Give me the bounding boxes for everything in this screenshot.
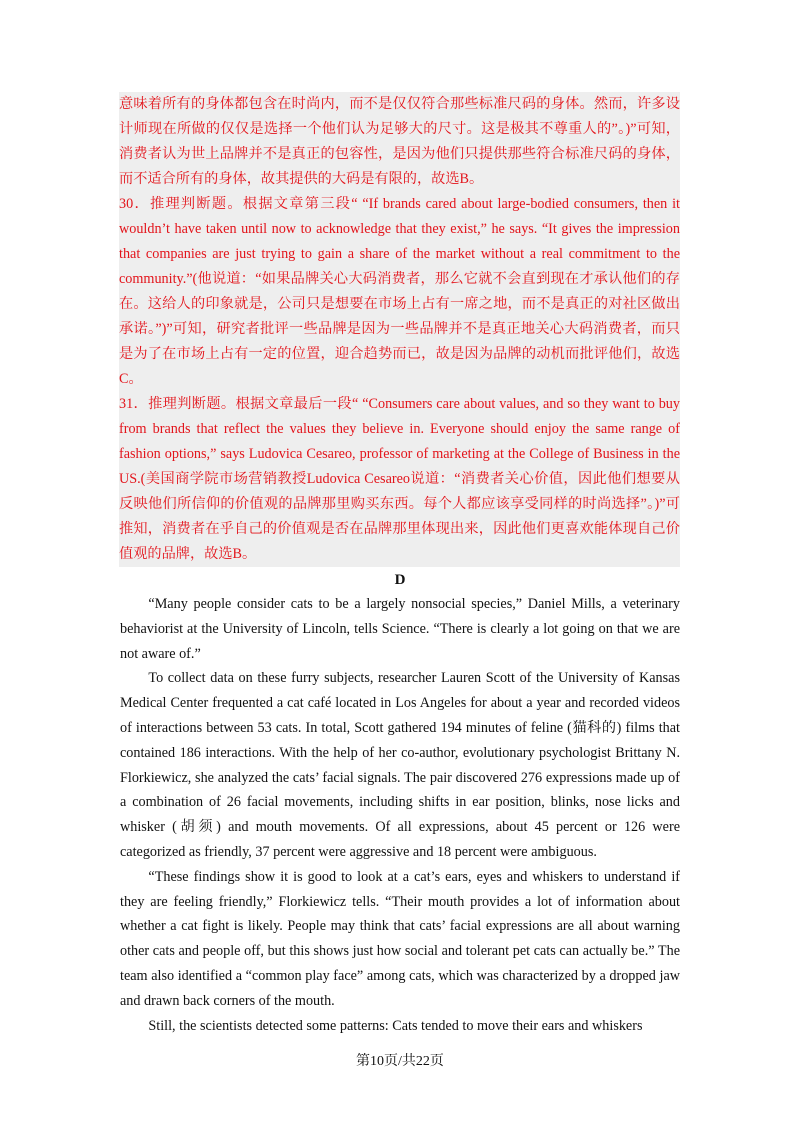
article-body — [120, 592, 680, 1038]
article-paragraph: “Many people consider cats to be a largely nonsocial species,” Daniel Mills, a veterinary behaviorist at the University of Lincoln, tells Science. “There is clearly a lot going on that we are not aware of.” — [120, 596, 680, 662]
page-number: 第10页/共22页 — [356, 1054, 444, 1069]
article-paragraph: Still, the scientists detected some patterns: Cats tended to move their ears and whiskers — [148, 1017, 643, 1034]
answer-paragraph-30: 30．推理判断题。根据文章第三段“ “If brands cared about large-bodied consumers, then it wouldn’t have taken until now to acknowledge that they exist,” he says. “It gives the impression that companies are just trying to gain a share of the market without a real commitment to the community.”(他说道：“如果品牌关心大码消费者，那么它就不会直到现在才承认他们的存在。这给人的印象就是，公司只是想要在市场上占有一席之地，而不是真正的对社区做出承诺。”)”可知，研究者批评一些品牌是因为一些品牌并不是真正地关心大码消费者，而只是为了在市场上占有一定的位置，迎合趋势而已，故是因为品牌的动机而批评他们，故选C。 — [119, 196, 680, 387]
section-title: D — [394, 572, 406, 588]
answer-paragraph-31: 31．推理判断题。根据文章最后一段“ “Consumers care about values, and so they want to buy from brands that reflect the values they believe in. Everyone should enjoy the same range of fashion options,” says Ludovica Cesareo, professor of marketing at the College of Business in the US.(美国商学院市场营销教授Ludovica Cesareo说道：“消费者关心价值，因此他们想要从反映他们所信仰的价值观的品牌那里购买东西。每个人都应该享受同样的时尚选择”。)”可推知，消费者在乎自己的价值观是否在品牌那里体现出来，因此他们更喜欢能体现自己价值观的品牌，故选B。 — [119, 396, 680, 562]
answer-paragraph: 意味着所有的身体都包含在时尚内，而不是仅仅符合那些标准尺码的身体。然而，许多设计师现在所做的仅仅是选择一个他们认为足够大的尺寸。这是极其不尊重人的”。)”可知，消费者认为世上品牌并不是真正的包容性，是因为他们只提供那些符合标准尺码的身体，而不适合所有的身体，故其提供的大码是有限的，故选B。 — [119, 96, 680, 187]
answer-explanation-block — [119, 92, 680, 567]
article-paragraph: To collect data on these furry subjects, researcher Lauren Scott of the University of Kansas Medical Center frequented a cat café located in Los Angeles for about a year and recorded videos of interactions between 53 cats. In total, Scott gathered 194 minutes of feline (猫科的) films that contained 186 interactions. With the help of her co-author, evolutionary psychologist Brittany N. Florkiewicz, she analyzed the cats’ facial signals. The pair discovered 276 expressions made up of a combination of 26 facial movements, including shifts in ear position, blinks, nose licks and whisker (胡须) and mouth movements. Of all expressions, about 45 percent or 126 were categorized as friendly, 37 percent were aggressive and 18 percent were ambiguous. — [120, 670, 680, 860]
article-paragraph: “These findings show it is good to look at a cat’s ears, eyes and whiskers to understand if they are feeling friendly,” Florkiewicz tells. “Their mouth provides a lot of information about whether a cat fight is likely. People may think that cats’ facial expressions are all about warning other cats and people off, but this shows just how social and tolerant pet cats can actually be.” The team also identified a “common play face” among cats, which was characterized by a dropped jaw and drawn back corners of the mouth. — [120, 868, 680, 1009]
